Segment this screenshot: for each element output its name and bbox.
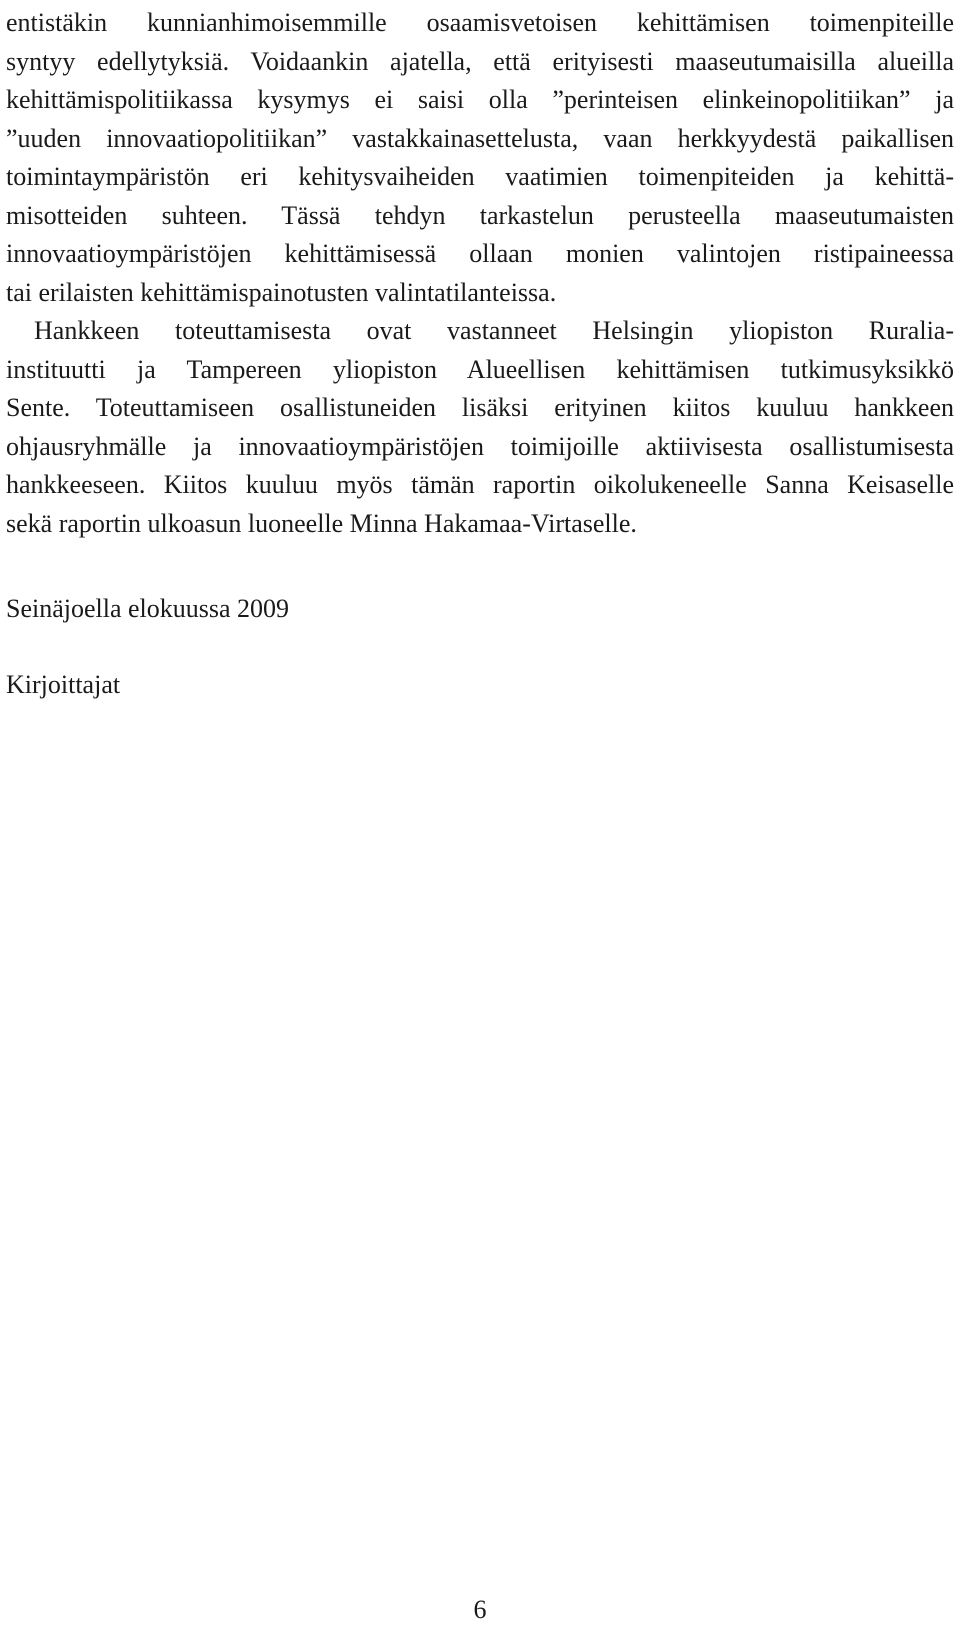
signature: Kirjoittajat [6, 670, 121, 699]
text-line: Sente. Toteuttamiseen osallistuneiden lisäksi erityinen kiitos kuuluu hankkeen [6, 393, 954, 422]
text-line: innovaatioympäristöjen kehittämisessä ollaan monien valintojen ristipaineessa [6, 239, 954, 268]
text-line: Hankkeen toteuttamisesta ovat vastanneet Helsingin yliopiston Ruralia- [34, 316, 954, 345]
text-line: sekä raportin ulkoasun luoneelle Minna Hakamaa-Virtaselle. [6, 508, 637, 538]
paragraph-1 [6, 4, 954, 312]
text-line: hankkeeseen. Kiitos kuuluu myös tämän raportin oikolukeneelle Sanna Keisaselle [6, 470, 954, 499]
paragraph-2 [6, 312, 954, 543]
text-line: syntyy edellytyksiä. Voidaankin ajatella, että erityisesti maaseutumaisilla alueilla [6, 46, 954, 76]
text-line: misotteiden suhteen. Tässä tehdyn tarkastelun perusteella maaseutumaisten [6, 200, 954, 230]
text-line: entistäkin kunnianhimoisemmille osaamisvetoisen kehittämisen toimenpiteille [6, 8, 954, 37]
text-line: tai erilaisten kehittämispainotusten valintatilanteissa. [6, 277, 557, 307]
text-line: toimintaympäristön eri kehitysvaiheiden vaatimien toimenpiteiden ja kehittä- [6, 162, 954, 191]
text-line: instituutti ja Tampereen yliopiston Alueellisen kehittämisen tutkimusyksikkö [6, 354, 954, 384]
place-and-date: Seinäjoella elokuussa 2009 [6, 594, 290, 623]
text-line: ”uuden innovaatiopolitiikan” vastakkainasettelusta, vaan herkkyydestä paikallisen [6, 123, 954, 153]
page-number: 6 [473, 1595, 487, 1624]
body-text [6, 4, 954, 543]
text-line: kehittämispolitiikassa kysymys ei saisi olla ”perinteisen elinkeinopolitiikan” ja [6, 85, 954, 114]
text-line: ohjausryhmälle ja innovaatioympäristöjen toimijoille aktiivisesta osallistumisesta [6, 431, 954, 461]
